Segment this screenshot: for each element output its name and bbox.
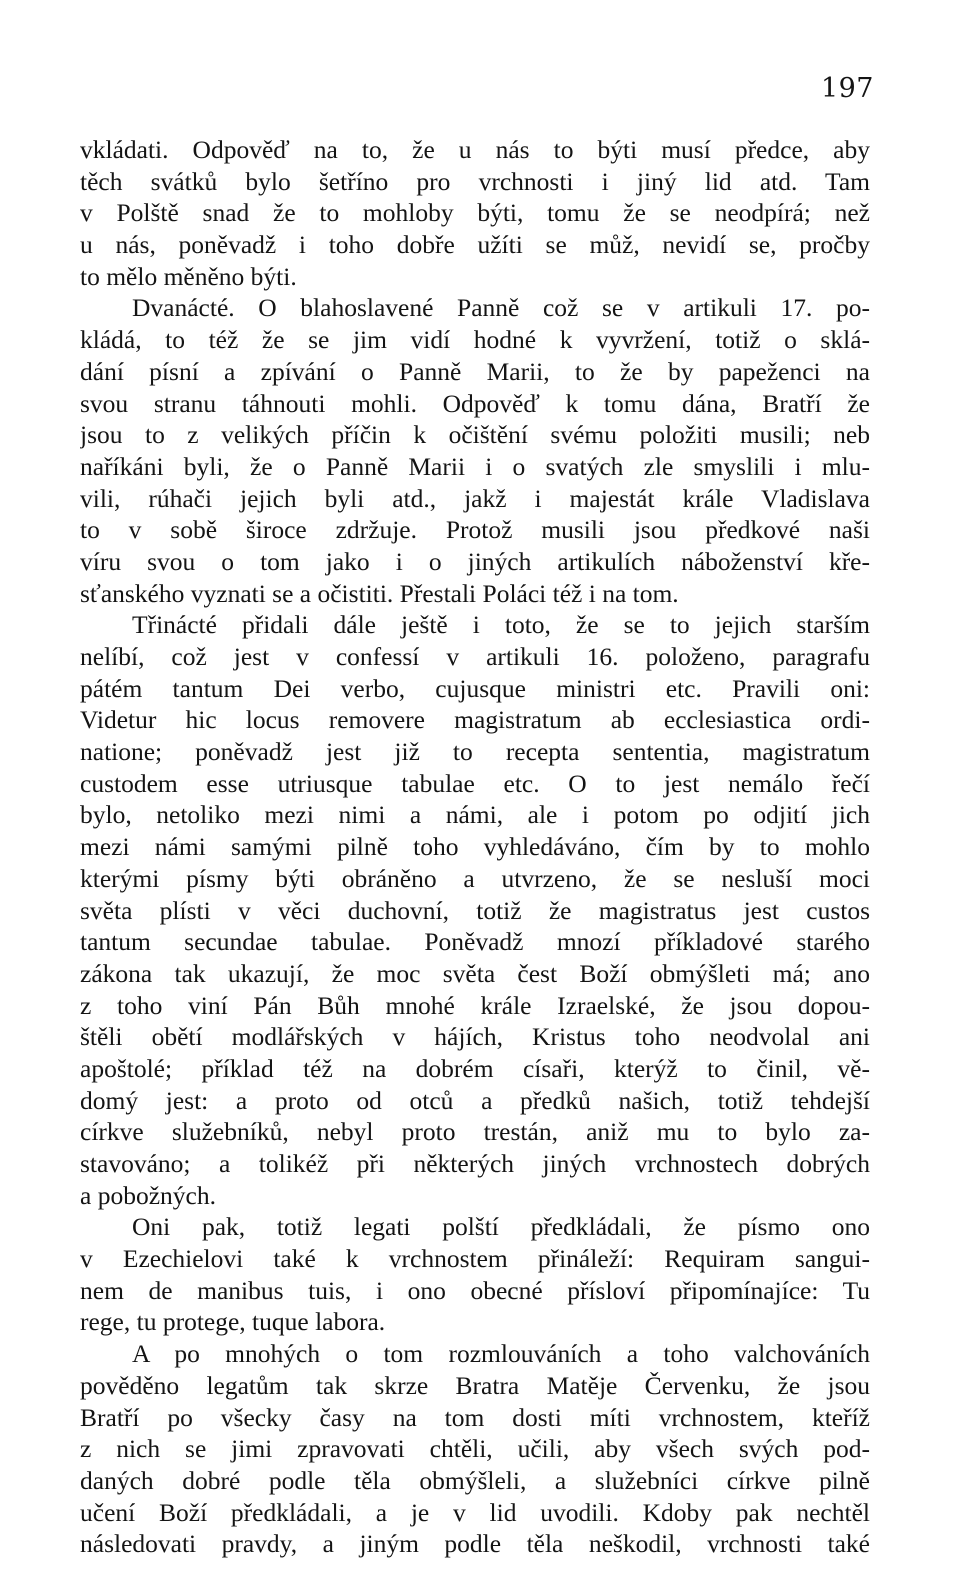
text-line: A po mnohých o tom rozmlouváních a toho valchováních — [132, 1339, 870, 1369]
text-line: kládá, to též že se jim vidí hodné k vyvržení, totiž o sklá- — [80, 325, 870, 355]
text-line: následovati pravdy, a jiným podle těla neškodil, vrchnosti také — [80, 1529, 870, 1559]
text-line: mezi námi samými pilně toho vyhledáváno, čím by to mohlo — [80, 832, 870, 862]
text-line: kterými písmy býti obráněno a utvrzeno, že se nesluší moci — [80, 863, 870, 893]
text-line: učení Boží předkládali, a je v lid uvodili. Kdoby pak nechtěl — [80, 1497, 870, 1527]
text-line: u nás, poněvadž i toho dobře užíti se můž, nevidí se, pročby — [80, 230, 870, 260]
text-line: dání písní a zpívání o Panně Marii, to že by papeženci na — [80, 356, 870, 386]
text-line: v Ezechielovi také k vrchnostem přináleží: Requiram sangui- — [80, 1244, 870, 1274]
text-line: natione; poněvadž jest již to recepta sententia, magistratum — [80, 737, 870, 767]
text-line: církve služebníků, nebyl proto trestán, aniž mu to bylo za- — [80, 1117, 870, 1147]
text-line: to mělo měněno býti. — [80, 261, 297, 291]
text-line: to v sobě široce zdržuje. Protož musili jsou předkové naši — [80, 515, 870, 545]
text-line: pověděno legatům tak skrze Bratra Matěje Červenku, že jsou — [80, 1370, 870, 1400]
text-line: Videtur hic locus removere magistratum ab ecclesiastica ordi- — [80, 705, 870, 735]
text-line: a pobožných. — [80, 1180, 216, 1210]
body-text — [80, 134, 870, 1560]
text-line: vili, rúhači jejich byli atd., jakž i majestát krále Vladislava — [80, 483, 870, 513]
text-line: vkládati. Odpověď na to, že u nás to býti musí předce, aby — [80, 135, 870, 164]
text-line: rege, tu protege, tuque labora. — [80, 1307, 386, 1337]
text-line: Bratří po všecky časy na tom dosti míti vrchnostem, kteříž — [80, 1402, 870, 1432]
text-line: jsou to z velikých příčin k očištění svému položiti musili; neb — [80, 420, 870, 450]
text-line: světa plísti v věci duchovní, totiž že magistratus jest custos — [80, 895, 870, 925]
text-line: daných dobré podle těla obmýšleli, a služebníci církve pilně — [80, 1465, 870, 1495]
text-line: štěli obětí modlářských v hájích, Kristus toho neodvolal ani — [80, 1022, 870, 1052]
text-line: pátém tantum Dei verbo, cujusque ministri etc. Pravili oni: — [80, 673, 870, 703]
text-line: zákona tak ukazují, že moc světa čest Boží obmýšleti má; ano — [80, 958, 870, 988]
text-line: sťanského vyznati se a očistiti. Přestali Poláci též i na tom. — [80, 578, 679, 608]
text-line: víru svou o tom jako i o jiných artikulích náboženství kře- — [80, 546, 870, 576]
text-line: svou stranu táhnouti mohli. Odpověď k tomu dána, Bratří že — [80, 388, 870, 418]
text-line: bylo, netoliko mezi nimi a námi, ale i potom po odjití jich — [80, 800, 870, 830]
text-line: tantum secundae tabulae. Poněvadž mnozí příkladové starého — [80, 927, 870, 957]
text-line: z nich se jimi zpravovati chtěli, učili, aby všech svých pod- — [80, 1434, 870, 1464]
text-line: z toho viní Pán Bůh mnohé krále Izraelské, že jsou dopou- — [80, 990, 870, 1020]
text-line: apoštolé; příklad též na dobrém císaři, kterýž to činil, vě- — [80, 1053, 870, 1083]
page-number: 197 — [820, 73, 874, 104]
text-line: Oni pak, totiž legati polští předkládali, že písmo ono — [132, 1212, 870, 1242]
text-line: naříkáni byli, že o Panně Marii i o svatých zle smyslili i mlu- — [80, 451, 870, 481]
text-line: Dvanácté. O blahoslavené Panně což se v artikuli 17. po- — [132, 293, 870, 323]
text-line: v Polště snad že to mohloby býti, tomu že se neodpírá; než — [80, 198, 870, 228]
text-line: těch svátků bylo šetříno pro vrchnosti i jiný lid atd. Tam — [80, 166, 870, 196]
text-line: custodem esse utriusque tabulae etc. O to jest nemálo řečí — [80, 768, 870, 798]
text-line: Třinácté přidali dále ještě i toto, že se to jejich starším — [132, 610, 870, 640]
text-line: domý jest: a proto od otců a předků našich, totiž tehdejší — [80, 1085, 870, 1115]
text-line: nelíbí, což jest v confessí v artikuli 16. položeno, paragrafu — [80, 642, 870, 671]
text-line: nem de manibus tuis, i ono obecné přísloví připomínajíce: Tu — [80, 1275, 870, 1305]
text-line: stavováno; a tolikéž při některých jiných vrchnostech dobrých — [80, 1149, 870, 1178]
